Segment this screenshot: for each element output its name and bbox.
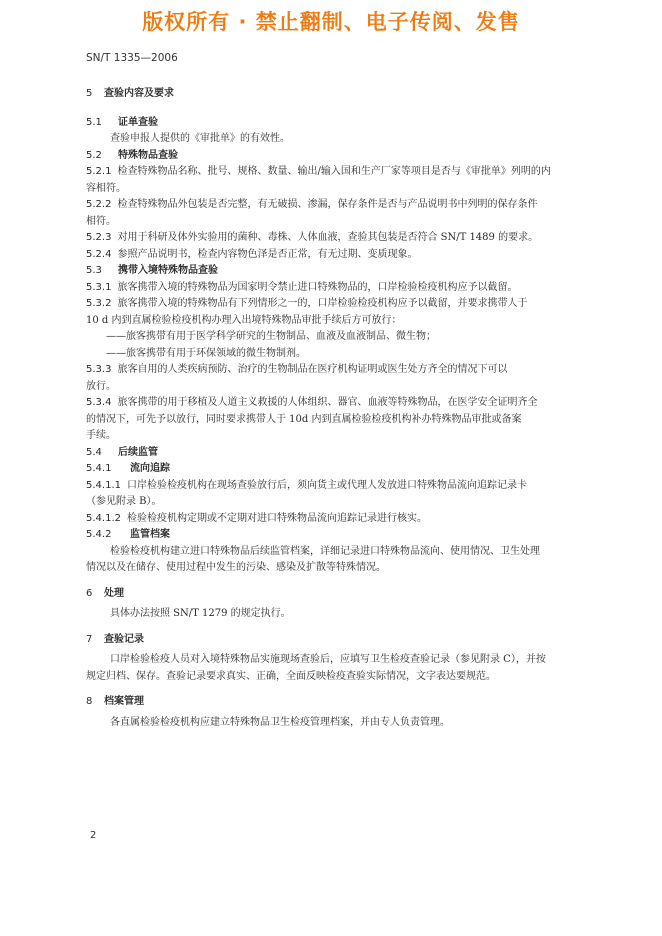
clause-text: 检查特殊物品外包装是否完整，有无破损、渗漏，保存条件是否与产品说明书中列明的保存条件 [117,199,538,210]
section-title: 档案管理 [104,696,144,707]
clause-5-4-1-1 [86,478,606,495]
clause-number: 5.2.3 [86,232,112,243]
clause-text: 旅客自用的人类疾病预防、治疗的生物制品在医疗机构证明或医生处方齐全的情况下可以 [117,364,508,375]
paragraph: 查验申报人提供的《审批单》的有效性。 [110,133,290,144]
paragraph-continuation: 规定归档、保存。查验记录要求真实、正确，全面反映检疫查验实际情况，文字表达要规范。 [86,670,496,682]
clause-5-2-2 [86,197,606,214]
section-heading-5-1 [86,115,606,132]
clause-text: 旅客携带入境的特殊物品有下列情形之一的，口岸检验检疫机构应予以截留，并要求携带人于 [117,298,528,309]
list-item: ——旅客携带有用于医学科学研究的生物制品、血液及血液制品、微生物； [106,331,436,342]
page-number: 2 [90,830,97,841]
paragraph: 各直属检验检疫机构应建立特殊物品卫生检疫管理档案，并由专人负责管理。 [110,716,450,728]
clause-number: 5.4.1.1 [86,479,121,491]
clause-5-3-2 [86,296,606,313]
section-title: 处理 [104,587,124,599]
section-number: 7 [86,633,93,645]
section-heading-5-4-1 [86,461,606,478]
clause-5-3-1 [86,280,606,297]
document-body [86,86,606,731]
section-number: 5.3 [86,265,102,276]
section-number: 8 [86,696,93,707]
clause-number: 5.2.4 [86,248,112,260]
clause-continuation: 相符。 [86,215,116,227]
clause-continuation: 放行。 [86,380,116,392]
section-number: 5.4 [86,446,102,458]
clause-5-4-1-2 [86,511,606,528]
clause-5-3-4 [86,395,606,412]
clause-5-2-4 [86,247,606,264]
paragraph: 口岸检验检疫人员对入境特殊物品实施现场查验后，应填写卫生检疫查验记录（参见附录 C），并按 [110,654,546,665]
clause-continuation: 的情况下，可先予以放行，同时要求携带人于 10d 内到直属检验检疫机构补办特殊物品审批或备案 [86,413,522,425]
section-heading-5-2 [86,148,606,165]
section-number: 5.4.2 [86,529,112,540]
copyright-watermark: 版权所有 · 禁止翻制、电子传阅、发售 [142,10,520,34]
paragraph-continuation: 情况以及在储存、使用过程中发生的污染、感染及扩散等特殊情况。 [86,562,386,573]
clause-text: 旅客携带入境的特殊物品为国家明令禁止进口特殊物品的，口岸检验检疫机构应予以截留。 [117,281,518,293]
clause-number: 5.3.2 [86,298,112,309]
section-title: 特殊物品查验 [118,149,178,161]
section-heading-5 [86,86,606,103]
section-title: 携带入境特殊物品查验 [118,265,218,276]
list-item: ——旅客携带有用于环保领域的微生物制剂。 [106,347,306,359]
clause-continuation: 容相符。 [86,182,126,194]
clause-5-2-1 [86,164,606,181]
paragraph: 具体办法按照 SN/T 1279 的规定执行。 [110,608,291,619]
section-heading-5-4-2 [86,527,606,544]
section-title: 监管档案 [130,529,170,540]
clause-continuation: （参见附录 B）。 [86,496,162,507]
section-heading-8 [86,694,606,711]
clause-number: 5.4.1.2 [86,512,121,524]
section-number: 5 [86,88,93,99]
clause-text: 旅客携带的用于移植及人道主义救援的人体组织、器官、血液等特殊物品，在医学安全证明齐全 [117,397,538,408]
clause-text: 参照产品说明书，检查内容物色泽是否正常，有无过期、变质现象。 [117,248,418,260]
section-number: 6 [86,587,93,599]
section-heading-6 [86,586,606,603]
section-title: 查验记录 [104,633,144,645]
clause-text: 检验检疫机构定期或不定期对进口特殊物品流向追踪记录进行核实。 [127,512,427,524]
standard-code-header: SN/T 1335—2006 [86,52,178,64]
clause-number: 5.2.1 [86,166,112,177]
clause-continuation: 10 d 内到直属检验检疫机构办理入出境特殊物品审批手续后方可放行： [86,314,402,326]
section-heading-5-4 [86,445,606,462]
clause-text: 检查特殊物品名称、批号、规格、数量、输出/输入国和生产厂家等项目是否与《审批单》列明的内 [117,166,551,177]
section-title: 后续监管 [118,446,158,458]
section-title: 证单查验 [118,116,158,128]
section-number: 5.2 [86,149,102,161]
clause-number: 5.2.2 [86,199,112,210]
clause-continuation: 手续。 [86,430,116,441]
section-number: 5.1 [86,116,102,128]
section-number: 5.4.1 [86,463,112,474]
clause-number: 5.3.1 [86,281,112,293]
clause-5-3-3 [86,362,606,379]
clause-number: 5.3.4 [86,397,112,408]
clause-number: 5.3.3 [86,364,112,375]
clause-text: 对用于科研及体外实验用的菌种、毒株、人体血液，查验其包装是否符合 SN/T 1489 的要求。 [117,232,539,243]
section-heading-5-3 [86,263,606,280]
clause-5-2-3 [86,230,606,247]
section-title: 查验内容及要求 [104,88,174,99]
paragraph: 检验检疫机构建立进口特殊物品后续监管档案，详细记录进口特殊物品流向、使用情况、卫生处理 [110,545,540,557]
clause-text: 口岸检验检疫机构在现场查验放行后，须向货主或代理人发放进口特殊物品流向追踪记录卡 [127,479,527,491]
section-heading-7 [86,632,606,649]
section-title: 流向追踪 [130,463,170,474]
